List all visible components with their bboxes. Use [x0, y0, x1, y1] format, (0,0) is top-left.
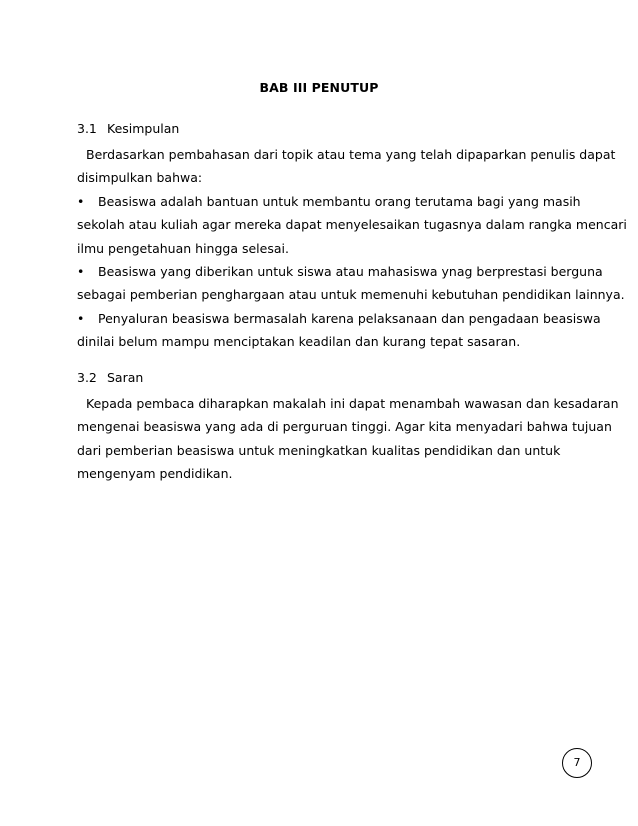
section-heading — [77, 117, 567, 141]
paragraph-line: Berdasarkan pembahasan dari topik atau tema yang telah dipaparkan penulis dapat — [86, 147, 616, 162]
section-body — [77, 143, 627, 354]
paragraph-line: sekolah atau kuliah agar mereka dapat menyelesaikan tugasnya dalam rangka mencari — [77, 217, 627, 233]
chapter-title: BAB III PENUTUP — [259, 80, 379, 95]
section-title: Kesimpulan — [107, 121, 180, 136]
section-number: 3.1 — [77, 121, 97, 136]
bullet-icon: • — [77, 310, 85, 326]
paragraph-line: sebagai pemberian penghargaan atau untuk memenuhi kebutuhan pendidikan lainnya. — [77, 287, 625, 303]
section-number: 3.2 — [77, 370, 97, 385]
bullet-item — [77, 190, 581, 213]
section-kesimpulan — [77, 117, 627, 354]
page-number-badge: 7 — [562, 748, 592, 778]
section-body — [77, 392, 619, 486]
paragraph-line: dari pemberian beasiswa untuk meningkatkan kualitas pendidikan dan untuk — [77, 442, 561, 458]
section-heading — [77, 366, 567, 390]
paragraph-line: mengenai beasiswa yang ada di perguruan tinggi. Agar kita menyadari bahwa tujuan — [77, 419, 612, 435]
bullet-text: Beasiswa yang diberikan untuk siswa atau mahasiswa ynag berprestasi berguna — [98, 263, 603, 279]
paragraph-line: mengenyam pendidikan. — [77, 466, 233, 482]
bullet-item — [77, 307, 601, 330]
paragraph-line: Kepada pembaca diharapkan makalah ini dapat menambah wawasan dan kesadaran — [86, 396, 619, 411]
paragraph-line: disimpulkan bahwa: — [77, 170, 203, 186]
bullet-icon: • — [77, 263, 85, 279]
section-title: Saran — [107, 370, 144, 385]
paragraph-line: dinilai belum mampu menciptakan keadilan dan kurang tepat sasaran. — [77, 334, 521, 350]
section-saran — [77, 366, 619, 486]
bullet-text: Penyaluran beasiswa bermasalah karena pelaksanaan dan pengadaan beasiswa — [98, 310, 601, 326]
paragraph-line: ilmu pengetahuan hingga selesai. — [77, 240, 289, 256]
bullet-icon: • — [77, 193, 85, 209]
bullet-item — [77, 260, 603, 283]
bullet-text: Beasiswa adalah bantuan untuk membantu orang terutama bagi yang masih — [98, 193, 581, 209]
